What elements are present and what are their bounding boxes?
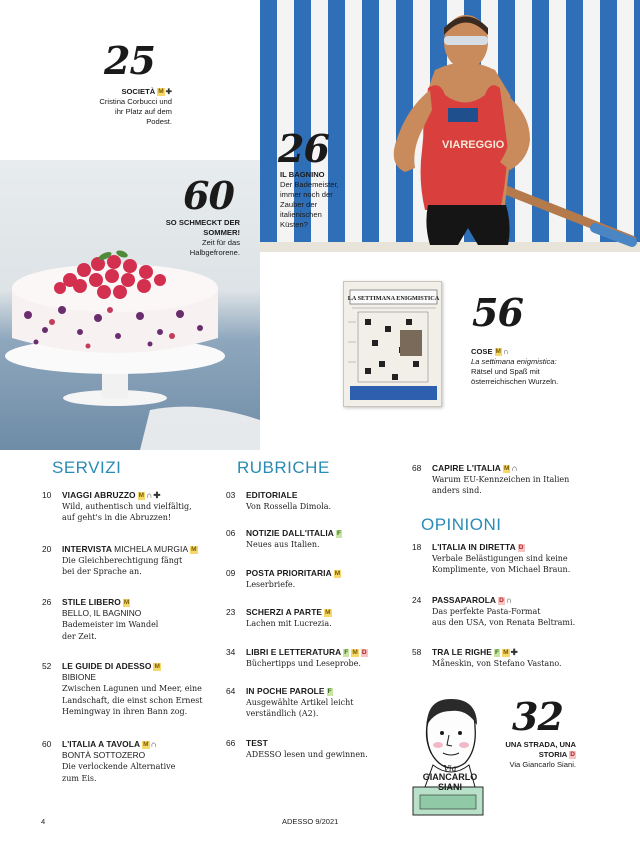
toc-desc: aus den USA, von Renata Beltrami. [432,618,576,628]
feature-number: 25 [104,38,155,83]
badge-m: M [334,570,341,577]
toc-head: POSTA PRIORITARIA [246,568,332,578]
section-title-opinioni: OPINIONI [421,515,502,534]
toc-desc: Verbale Belästigungen sind keine [432,554,568,564]
toc-page: 68 [412,463,422,473]
toc-page: 10 [42,490,52,500]
badge-m: M [143,741,149,748]
feature-number: 56 [472,290,523,335]
toc-desc: Komplimente, von Michael Braun. [432,565,571,575]
toc-head: CAPIRE L'ITALIA [432,463,501,473]
feature-desc: Zeit für das Halbgefrorene. [189,238,240,257]
toc-desc: Die Gleichberechtigung fängt [62,556,183,566]
toc-head: LIBRI E LETTERATURA [246,647,342,657]
toc-desc: bei der Sprache an. [62,567,142,577]
toc-sub: BELLO, IL BAGNINO [62,608,142,619]
toc-head: L'ITALIA A TAVOLA [62,739,141,749]
toc-desc: Warum EU-Kennzeichen in Italien [432,475,570,485]
toc-desc: Wild, authentisch und vielfältig, [62,502,192,512]
toc-page: 26 [42,597,52,607]
toc-page: 34 [226,647,236,657]
section-title-servizi: SERVIZI [52,458,122,477]
feature-head: COSE [471,347,493,356]
toc-page: 24 [412,595,422,605]
badge-d: D [499,597,504,604]
feature-head: SOCIETÀ [121,87,156,96]
plus-icon: ✚ [510,647,518,657]
plus-icon: ✚ [153,490,161,500]
toc-head: STILE LIBERO [62,597,121,607]
toc-head: NOTIZIE DALL'ITALIA [246,528,334,538]
badge-m: M [123,599,130,606]
magazine-title: LA SETTIMANA ENIGMISTICA [347,295,440,302]
toc-desc: zum Eis. [62,773,97,783]
feature-number: 32 [512,694,563,739]
toc-sub: BIBIONE [62,672,96,683]
toc-page: 06 [226,528,236,538]
audio-icon: ∩ [502,347,509,356]
toc-head: VIAGGI ABRUZZO [62,490,136,500]
feature-caption[interactable] [280,170,342,230]
feature-number: 26 [278,126,329,171]
toc-head: INTERVISTA [62,544,112,554]
toc-head: L'ITALIA IN DIRETTA [432,542,516,552]
badge-m: M [154,663,160,670]
feature-desc: Rätsel und Spaß mit österreichischen Wurzeln. [471,367,559,386]
feature-head: IL BAGNINO [280,170,325,179]
portrait-illustration [405,695,495,820]
portrait-caption-line2: GIANCARLO [422,772,478,782]
feature-number: 60 [183,173,234,218]
toc-desc: Büchertipps und Leseprobe. [246,659,361,669]
badge-d: D [361,649,367,656]
toc-head: TRA LE RIGHE [432,647,492,657]
feature-desc: Der Bademeister, immer noch der Zauber der italienischen Küsten? [280,180,339,229]
crossword-photo-area [260,252,640,450]
badge-m: M [503,649,509,656]
badge-d: D [518,544,524,551]
toc-desc: Måneskin, von Stefano Vastano. [432,659,562,669]
toc-desc: Bademeister im Wandel [62,620,159,630]
page-number: 4 [41,817,46,826]
badge-m: M [158,88,164,95]
toc-sub: BONTÀ SOTTOZERO [62,750,146,761]
toc-desc: Zwischen Lagunen und Meer, eine [62,684,202,694]
badge-f: F [344,649,349,656]
issue-label: ADESSO 9/2021 [282,817,339,826]
toc-page: 20 [42,544,52,554]
toc-page: 60 [42,739,52,749]
section-title-rubriche: RUBRICHE [237,458,330,477]
toc-head: TEST [246,738,268,748]
badge-m: M [138,492,145,499]
toc-desc: Leserbriefe. [246,580,296,590]
audio-icon: ∩ [505,595,513,605]
feature-caption[interactable] [471,347,561,387]
badge-m: M [495,348,501,355]
toc-desc: verständlich (A2). [246,709,319,719]
toc-page: 64 [226,686,236,696]
badge-d: D [570,751,575,758]
toc-desc: ADESSO lesen und gewinnen. [246,750,368,760]
audio-icon: ∩ [146,490,153,500]
toc-head-thin: MICHELA MURGIA [114,544,189,554]
badge-m: M [352,649,358,656]
feature-desc: Cristina Corbucci und ihr Platz auf dem Podest. [99,97,172,126]
feature-head: UNA STRADA, UNA STORIA [505,740,576,759]
toc-head: LE GUIDE DI ADESSO [62,661,152,671]
toc-desc: Lachen mit Lucrezia. [246,619,332,629]
magazine-cover-image [343,281,442,407]
audio-icon: ∩ [150,739,157,749]
badge-f: F [494,649,500,656]
toc-desc: Neues aus Italien. [246,540,320,550]
toc-page: 23 [226,607,236,617]
toc-desc: Das perfekte Pasta-Format [432,607,541,617]
feature-caption[interactable] [164,218,240,258]
badge-f: F [336,530,342,537]
portrait-caption-line3: SIANI [437,782,463,792]
lifeguard-photo [370,0,640,252]
toc-head: SCHERZI A PARTE [246,607,323,617]
toc-desc: Die verlockende Alternative [62,762,176,772]
toc-head: IN POCHE PAROLE [246,686,325,696]
toc-head: PASSAPAROLA [432,595,497,605]
badge-m: M [191,546,197,553]
feature-caption[interactable] [500,740,576,770]
toc-desc: auf geht's in die Abruzzen! [62,513,172,523]
toc-desc: Hemingway in ihren Bann zog. [62,706,188,716]
feature-desc: Via Giancarlo Siani. [509,760,576,769]
portrait-caption-line1: Via [443,764,457,773]
toc-page: 58 [412,647,422,657]
toc-head: EDITORIALE [246,490,298,500]
plus-icon: ✚ [165,87,172,96]
toc-desc: Landschaft, die einst schon Ernest [62,695,203,705]
feature-head: SO SCHMECKT DER SOMMER! [165,218,240,237]
toc-page: 66 [226,738,236,748]
feature-desc-italic: La settimana enigmistica: [471,357,557,366]
toc-desc: anders sind. [432,486,482,496]
badge-m: M [503,465,510,472]
badge-f: F [327,688,332,695]
shirt-text: VIAREGGIO [442,139,505,151]
badge-m: M [325,609,331,616]
toc-page: 09 [226,568,236,578]
feature-caption[interactable] [92,87,172,127]
toc-desc: Ausgewählte Artikel leicht [246,698,354,708]
toc-page: 52 [42,661,52,671]
toc-page: 03 [226,490,236,500]
audio-icon: ∩ [511,463,518,473]
toc-page: 18 [412,542,422,552]
toc-desc: Von Rossella Dimola. [246,502,332,512]
toc-desc: der Zeit. [62,631,97,641]
